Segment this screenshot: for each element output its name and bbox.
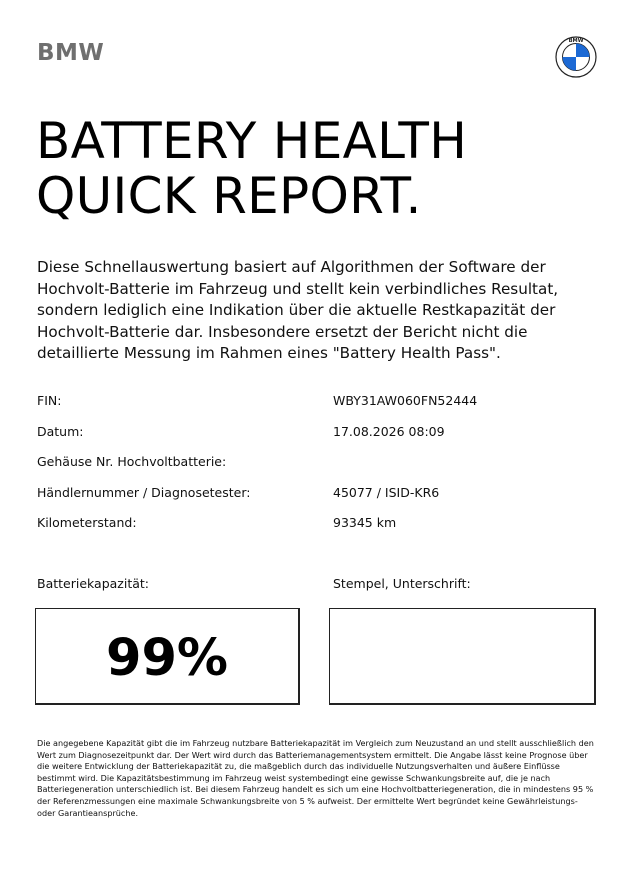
stamp-signature-box <box>329 608 596 705</box>
field-row-battery-housing <box>37 451 597 482</box>
bmw-roundel-icon <box>555 36 597 78</box>
field-label: Händlernummer / Diagnosetester: <box>37 484 251 500</box>
capacity-box <box>35 608 300 705</box>
report-title <box>36 114 467 224</box>
field-value: WBY31AW060FN52444 <box>333 393 478 408</box>
roundel-letters: BMW <box>568 38 584 45</box>
field-value: 93345 km <box>333 515 397 530</box>
field-row-dealer <box>37 482 597 513</box>
field-row-date <box>37 421 597 452</box>
capacity-label: Batteriekapazität: <box>37 576 150 591</box>
capacity-value: 99% <box>105 629 229 688</box>
brand-wordmark: BMW <box>37 40 105 66</box>
field-row-fin <box>37 390 597 421</box>
field-value: 17.08.2026 08:09 <box>333 423 445 439</box>
field-label: Datum: <box>37 423 84 439</box>
title-line-2: QUICK REPORT. <box>36 167 422 225</box>
field-label: Gehäuse Nr. Hochvoltbatterie: <box>37 454 227 469</box>
field-label: Kilometerstand: <box>37 515 137 530</box>
vehicle-info-fields <box>37 390 597 543</box>
field-label: FIN: <box>37 393 62 408</box>
field-value: 45077 / ISID-KR6 <box>333 484 440 500</box>
field-row-mileage <box>37 512 597 543</box>
stamp-label: Stempel, Unterschrift: <box>333 576 471 591</box>
disclaimer-text: Die angegebene Kapazität gibt die im Fahrzeug nutzbare Batteriekapazität im Vergleich zum Neuzustand an und stellt ausschließlich den Wert zum Diagnosezeitpunkt dar. Der Wert wird durch das Batteriemanagementsystem ermittelt. Die Angabe lässt keine Prognose über die weitere Entwicklung der Batteriekapazität zu, die maßgeblich durch das individuelle Nutzungsverhalten und äußere Einflüsse bestimmt wird. Die Kapazitätsbestimmung im Fahrzeug weist systembedingt eine gewisse Schwankungsbreite auf, die je nach Batteriegeneration unterschiedlich ist. Bei diesem Fahrzeug handelt es sich um eine Hochvoltbatteriegeneration, die in mindestens 95 % der Referenzmessungen eine maximale Schwankungsbreite von 5 % aufweist. Der ermittelte Wert begründet keine Gewährleistungs- oder Garantieansprüche. <box>37 738 594 818</box>
intro-paragraph: Diese Schnellauswertung basiert auf Algorithmen der Software der Hochvolt-Batterie im Fahrzeug und stellt kein verbindliches Resultat, sondern lediglich eine Indikation über die aktuelle Restkapazität der Hochvolt-Batterie dar. Insbesondere ersetzt der Bericht nicht die detaillierte Messung im Rahmen eines "Battery Health Pass". <box>37 258 559 362</box>
title-line-1: BATTERY HEALTH <box>36 112 468 170</box>
